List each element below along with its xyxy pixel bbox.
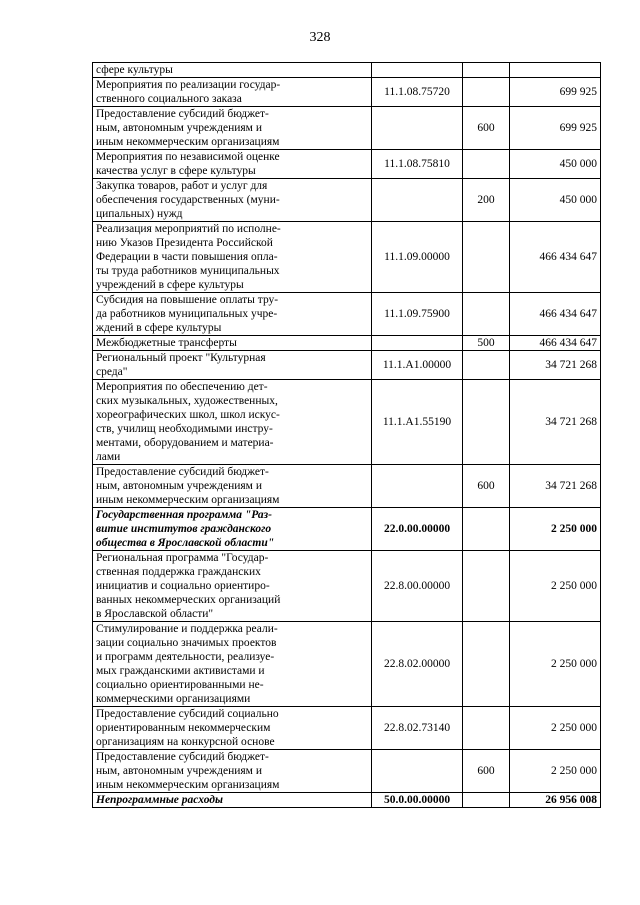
expense-type-code — [463, 551, 510, 622]
target-article-code: 22.8.02.73140 — [372, 707, 463, 750]
target-article-code — [372, 465, 463, 508]
expense-type-code: 600 — [463, 107, 510, 150]
expense-name — [93, 107, 372, 150]
expense-name-line: Мероприятия по обеспечению дет- — [96, 381, 268, 393]
amount-value: 2 250 000 — [510, 508, 601, 551]
expense-name-line: Предоставление субсидий бюджет- — [96, 466, 269, 478]
expense-name-line: ванных некоммерческих организаций — [96, 594, 281, 606]
target-article-code: 11.1.A1.00000 — [372, 351, 463, 380]
amount-value: 2 250 000 — [510, 707, 601, 750]
expense-name-line: инициатив и социально ориентиро- — [96, 580, 270, 592]
expense-name-line: Субсидия на повышение оплаты тру- — [96, 294, 279, 306]
expense-name — [93, 508, 372, 551]
expense-name-line: учреждений в сфере культуры — [96, 279, 244, 291]
table-row — [93, 551, 601, 622]
expense-name-line: лами — [96, 451, 121, 463]
target-article-code: 22.0.00.00000 — [372, 508, 463, 551]
expense-name-line: мых гражданскими активистами и — [96, 665, 265, 677]
expense-name-line: коммерческими организациями — [96, 693, 251, 705]
expense-name-line: качества услуг в сфере культуры — [96, 165, 256, 177]
expense-name-line: хореографических школ, школ искус- — [96, 409, 280, 421]
table-row — [93, 179, 601, 222]
expense-type-code: 500 — [463, 336, 510, 351]
table-row — [93, 78, 601, 107]
expense-name-line: Региональная программа "Государ- — [96, 552, 269, 564]
expense-name-line: иным некоммерческим организациям — [96, 136, 280, 148]
expense-type-code: 200 — [463, 179, 510, 222]
page-number: 328 — [309, 30, 331, 45]
target-article-code — [372, 750, 463, 793]
expense-name-line: социально ориентированными не- — [96, 679, 264, 691]
expense-name-line: Региональный проект "Культурная — [96, 352, 266, 364]
expense-name — [93, 380, 372, 465]
table-row — [93, 107, 601, 150]
target-article-code: 11.1.08.75810 — [372, 150, 463, 179]
expense-name-line: обеспечения государственных (муни- — [96, 194, 280, 206]
table-row — [93, 336, 601, 351]
expense-name — [93, 179, 372, 222]
amount-value: 2 250 000 — [510, 551, 601, 622]
target-article-code: 11.1.08.75720 — [372, 78, 463, 107]
amount-value: 34 721 268 — [510, 351, 601, 380]
expense-name-line: зации социально значимых проектов — [96, 637, 277, 649]
expense-name-line: и программ деятельности, реализуе- — [96, 651, 275, 663]
expense-name-line: Мероприятия по реализации государ- — [96, 79, 281, 91]
expense-name-line: витие институтов гражданского — [96, 523, 272, 535]
table-row — [93, 380, 601, 465]
amount-value: 450 000 — [510, 179, 601, 222]
expense-name-line: ным, автономным учреждениям и — [96, 480, 262, 492]
expense-type-code — [463, 622, 510, 707]
expense-name-line: ориентированным некоммерческим — [96, 722, 271, 734]
expense-name-line: Предоставление субсидий бюджет- — [96, 751, 269, 763]
amount-value: 699 925 — [510, 78, 601, 107]
expense-name-line: ских музыкальных, художественных, — [96, 395, 278, 407]
expense-name — [93, 78, 372, 107]
expense-name-line: нию Указов Президента Российской — [96, 237, 273, 249]
expense-name-line: ственная поддержка гражданских — [96, 566, 261, 578]
expense-type-code — [463, 793, 510, 808]
expense-name-line: Мероприятия по независимой оценке — [96, 151, 280, 163]
expense-name-line: ным, автономным учреждениям и — [96, 765, 262, 777]
expense-type-code — [463, 508, 510, 551]
target-article-code: 11.1.A1.55190 — [372, 380, 463, 465]
expense-name — [93, 351, 372, 380]
amount-value: 2 250 000 — [510, 622, 601, 707]
expense-name-line: ты труда работников муниципальных — [96, 265, 280, 277]
expense-name — [93, 222, 372, 293]
expense-name-line: общества в Ярославской области" — [96, 537, 275, 549]
budget-table-body — [93, 63, 601, 808]
expense-name-line: в Ярославской области" — [96, 608, 214, 620]
expense-name-line: Непрограммные расходы — [96, 794, 223, 806]
table-row — [93, 351, 601, 380]
table-row — [93, 622, 601, 707]
expense-name-line: ственного социального заказа — [96, 93, 242, 105]
expense-name-line: Предоставление субсидий бюджет- — [96, 108, 269, 120]
expense-name-line: среда" — [96, 366, 128, 378]
amount-value: 34 721 268 — [510, 380, 601, 465]
amount-value: 466 434 647 — [510, 293, 601, 336]
expense-type-code — [463, 707, 510, 750]
expense-name-line: Государственная программа "Раз- — [96, 509, 272, 521]
expense-name-line: ным, автономным учреждениям и — [96, 122, 262, 134]
target-article-code: 11.1.09.00000 — [372, 222, 463, 293]
expense-name-line: Реализация мероприятий по исполне- — [96, 223, 281, 235]
expense-name-line: ментами, оборудованием и материа- — [96, 437, 274, 449]
amount-value: 34 721 268 — [510, 465, 601, 508]
expense-type-code — [463, 222, 510, 293]
target-article-code: 50.0.00.00000 — [372, 793, 463, 808]
target-article-code — [372, 179, 463, 222]
expense-type-code — [463, 150, 510, 179]
expense-name — [93, 707, 372, 750]
target-article-code: 22.8.02.00000 — [372, 622, 463, 707]
amount-value: 466 434 647 — [510, 222, 601, 293]
expense-name — [93, 293, 372, 336]
expense-name-line: сфере культуры — [96, 64, 173, 76]
expense-name-line: ципальных) нужд — [96, 208, 183, 220]
table-row — [93, 707, 601, 750]
target-article-code — [372, 63, 463, 78]
expense-type-code — [463, 351, 510, 380]
expense-name-line: иным некоммерческим организациям — [96, 779, 280, 791]
expense-name-line: организациям на конкурсной основе — [96, 736, 275, 748]
budget-table — [92, 62, 601, 808]
expense-name-line: да работников муниципальных учре- — [96, 308, 278, 320]
table-row — [93, 793, 601, 808]
amount-value: 2 250 000 — [510, 750, 601, 793]
expense-name — [93, 63, 372, 78]
expense-name-line: Федерации в части повышения опла- — [96, 251, 278, 263]
expense-type-code — [463, 380, 510, 465]
expense-name-line: Закупка товаров, работ и услуг для — [96, 180, 268, 192]
table-row — [93, 222, 601, 293]
expense-name-line: иным некоммерческим организациям — [96, 494, 280, 506]
expense-name — [93, 793, 372, 808]
table-row — [93, 465, 601, 508]
target-article-code — [372, 107, 463, 150]
table-row — [93, 750, 601, 793]
amount-value — [510, 63, 601, 78]
expense-type-code: 600 — [463, 465, 510, 508]
target-article-code — [372, 336, 463, 351]
expense-name-line: Межбюджетные трансферты — [96, 337, 237, 349]
expense-name-line: Стимулирование и поддержка реали- — [96, 623, 278, 635]
table-row — [93, 508, 601, 551]
table-row — [93, 293, 601, 336]
expense-type-code — [463, 78, 510, 107]
expense-type-code — [463, 293, 510, 336]
expense-name — [93, 551, 372, 622]
table-row — [93, 63, 601, 78]
expense-name — [93, 750, 372, 793]
amount-value: 450 000 — [510, 150, 601, 179]
expense-name — [93, 465, 372, 508]
amount-value: 466 434 647 — [510, 336, 601, 351]
expense-name — [93, 336, 372, 351]
expense-type-code — [463, 63, 510, 78]
expense-name — [93, 150, 372, 179]
expense-name-line: ств, училищ необходимыми инстру- — [96, 423, 273, 435]
table-row — [93, 150, 601, 179]
expense-name — [93, 622, 372, 707]
amount-value: 699 925 — [510, 107, 601, 150]
target-article-code: 11.1.09.75900 — [372, 293, 463, 336]
expense-name-line: ждений в сфере культуры — [96, 322, 222, 334]
amount-value: 26 956 008 — [510, 793, 601, 808]
expense-type-code: 600 — [463, 750, 510, 793]
expense-name-line: Предоставление субсидий социально — [96, 708, 279, 720]
target-article-code: 22.8.00.00000 — [372, 551, 463, 622]
